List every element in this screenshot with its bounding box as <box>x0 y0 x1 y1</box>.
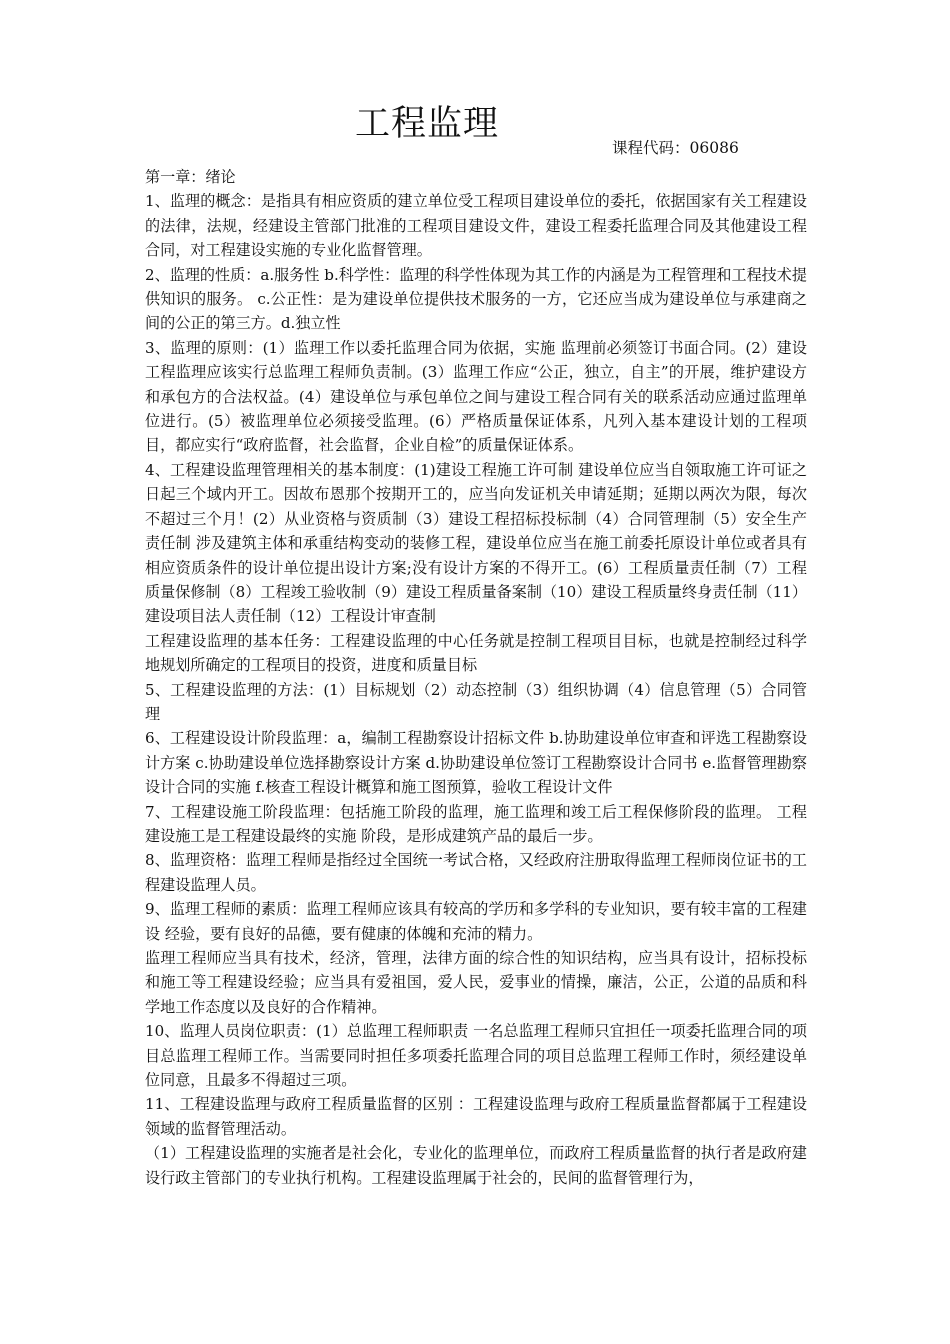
paragraph: 10、监理人员岗位职责：(1）总监理工程师职责 一名总监理工程师只宜担任一项委托监理合同的项目总监理工程师工作。当需要同时担任多项委托监理合同的项目总监理工程师工作时，须经建设单位同意，且最多不得超过三项。 <box>145 1022 807 1090</box>
paragraph: 4、工程建设监理管理相关的基本制度：(1)建设工程施工许可制 建设单位应当自领取施工许可证之日起三个域内开工。因故布恩那个按期开工的，应当向发证机关申请延期；延期以两次为限，每次不超过三个月！(2）从业资格与资质制（3）建设工程招标投标制（4）合同管理制（5）安全生产责任制 涉及建筑主体和承重结构变动的装修工程，建设单位应当在施工前委托原设计单位或者具有相应资质条件的设计单位提出设计方案;没有设计方案的不得开工。(6）工程质量责任制（7）工程质量保修制（8）工程竣工验收制（9）建设工程质量备案制（10）建设工程质量终身责任制（11）建设项目法人责任制（12）工程设计审查制 <box>145 460 807 626</box>
paragraph: 9、监理工程师的素质：监理工程师应该具有较高的学历和多学科的专业知识，要有较丰富的工程建设 经验，要有良好的品德，要有健康的体魄和充沛的精力。 <box>145 900 807 943</box>
paragraph: 工程建设监理的基本任务：工程建设监理的中心任务就是控制工程项目目标，也就是控制经过科学地规划所确定的工程项目的投资，进度和质量目标 <box>145 631 807 675</box>
paragraph: 5、工程建设监理的方法：(1）目标规划（2）动态控制（3）组织协调（4）信息管理（5）合同管理 <box>145 680 807 723</box>
paragraph: 11、工程建设监理与政府工程质量监督的区别 ：工程建设监理与政府工程质量监督都属于工程建设领域的监督管理活动。 <box>145 1095 807 1138</box>
course-code: 课程代码：06086 <box>612 139 739 157</box>
paragraph: 2、监理的性质：a.服务性 b.科学性：监理的科学性体现为其工作的内涵是为工程管理和工程技术提供知识的服务。 c.公正性：是为建设单位提供技术服务的一方，它还应当成为建设单位与承建商之间的公正的第三方。d.独立性 <box>145 265 807 333</box>
paragraph: 6、工程建设设计阶段监理：a，编制工程勘察设计招标文件 b.协助建设单位审查和评选工程勘察设计方案 c.协助建设单位选择勘察设计方案 d.协助建设单位签订工程勘察设计合同书 e.监督管理勘察设计合同的实施 f.核查工程设计概算和施工图预算，验收工程设计文件 <box>145 729 807 797</box>
paragraph: 7、工程建设施工阶段监理：包括施工阶段的监理，施工监理和竣工后工程保修阶段的监理。 工程建设施工是工程建设最终的实施 阶段，是形成建筑产品的最后一步。 <box>145 802 807 845</box>
paragraph: 1、监理的概念：是指具有相应资质的建立单位受工程项目建设单位的委托，依据国家有关工程建设的法律，法规，经建设主管部门批准的工程项目建设文件，建设工程委托监理合同及其他建设工程合同，对工程建设实施的专业化监督管理。 <box>145 192 807 260</box>
document-title: 工程监理 <box>355 104 500 144</box>
paragraph: （1）工程建设监理的实施者是社会化，专业化的监理单位，而政府工程质量监督的执行者是政府建设行政主管部门的专业执行机构。工程建设监理属于社会的，民间的监督管理行为， <box>145 1144 807 1187</box>
paragraph: 3、监理的原则：(1）监理工作以委托监理合同为依据，实施 监理前必须签订书面合同。(2）建设工程监理应该实行总监理工程师负责制。(3）监理工作应“公正，独立，自主”的开展，维护建设方和承包方的合法权益。(4）建设单位与承包单位之间与建设工程合同有关的联系活动应通过监理单位进行。(5）被监理单位必须接受监理。(6）严格质量保证体系，凡列入基本建设计划的工程项目，都应实行“政府监督，社会监督，企业自检”的质量保证体系。 <box>145 338 807 455</box>
paragraph: 8、监理资格：监理工程师是指经过全国统一考试合格，又经政府注册取得监理工程师岗位证书的工程建设监理人员。 <box>145 851 807 894</box>
paragraph: 监理工程师应当具有技术，经济，管理，法律方面的综合性的知识结构，应当具有设计，招标投标和施工等工程建设经验；应当具有爱祖国，爱人民，爱事业的情操，廉洁，公正，公道的品质和科学地工作态度以及良好的合作精神。 <box>145 949 807 1016</box>
chapter-heading: 第一章：绪论 <box>145 168 236 186</box>
document-body <box>145 165 807 1190</box>
